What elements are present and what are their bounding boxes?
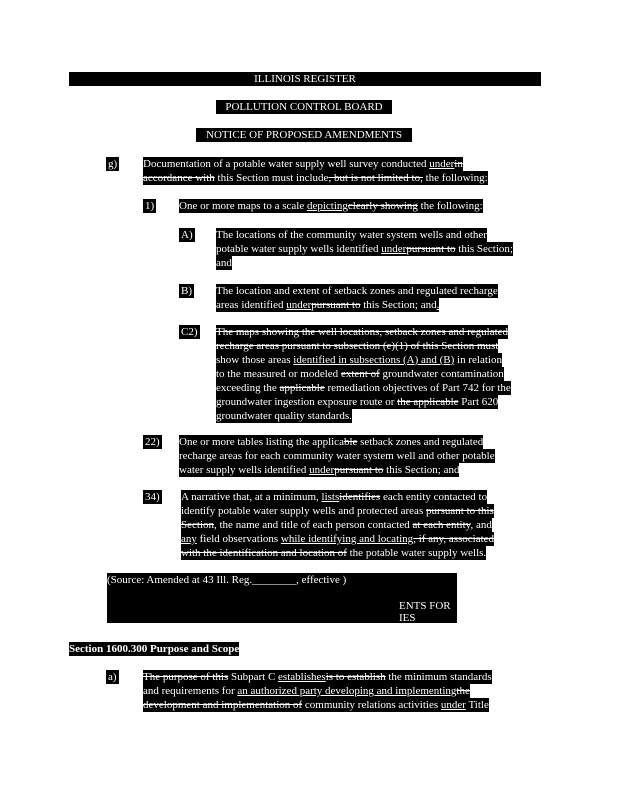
- section-heading: Section 1600.300 Purpose and Scope: [69, 643, 240, 655]
- item-3-text: A narrative that, at a minimum, listsidentifies each entity contacted to identify potable water supply wells and protected areas pursuant to this Section, the name and title of each person contacted at each entity, and any field observations while identifying and locating, if any, associated with the identification and location of the potable water supply wells.: [181, 491, 495, 559]
- notice-title: NOTICE OF PROPOSED AMENDMENTS: [206, 129, 402, 141]
- item-C-text: The maps showing the well locations, setback zones and regulated recharge areas pursuant to subsection (e)(1) of this Section must show those areas identified in subsections (A) and (B) in relation to the measured or modeled extent of groundwater contamination exceeding the applicable remediation objectives of Part 742 for the groundwater ingestion exposure route or the applicable Part 620 groundwater quality standards.: [216, 326, 511, 422]
- item-g-label: g): [108, 158, 118, 170]
- item-a-text: The purpose of this Subpart C establishesis to establish the minimum standards and requirements for an authorized party developing and implementingthe development and implementation of community relations activities under Title: [143, 671, 492, 711]
- item-g-line-1: Documentation of a potable water supply well survey conducted underin: [143, 158, 463, 170]
- item-B-text: The location and extent of setback zones and regulated recharge areas identified underpursuant to this Section; and.: [216, 285, 498, 311]
- item-1-label: 1): [145, 200, 155, 212]
- item-2-text: One or more tables listing the applicable setback zones and regulated recharge areas for each community water system well and other potable water supply wells identified underpursuant to this Section; and: [179, 436, 495, 476]
- notice-title-bar: [196, 128, 412, 142]
- item-A-label: A): [181, 229, 193, 241]
- register-title: ILLINOIS REGISTER: [254, 73, 356, 85]
- item-C-label: C2): [181, 326, 198, 338]
- source-fragment-2: IES: [399, 612, 416, 624]
- register-title-bar: [69, 72, 541, 86]
- item-g-text: [143, 157, 488, 185]
- item-g-line-2: accordance with this Section must include, but is not limited to, the following:: [143, 172, 488, 184]
- source-line: (Source: Amended at 43 Ill. Reg.________, effective ): [107, 574, 347, 586]
- item-1-text: One or more maps to a scale depictingclearly showing the following:: [179, 200, 483, 212]
- item-3-label: 34): [145, 491, 160, 503]
- item-B-label: B): [181, 285, 192, 297]
- board-title-bar: [216, 100, 392, 114]
- board-title: POLLUTION CONTROL BOARD: [225, 101, 383, 113]
- item-2-label: 22): [145, 436, 160, 448]
- item-A-text: The locations of the community water system wells and other potable water supply wells identified underpursuant to this Section; and: [216, 229, 513, 269]
- item-a-label: a): [108, 671, 117, 683]
- source-fragment-1: ENTS FOR: [399, 600, 451, 612]
- source-block: [107, 573, 457, 623]
